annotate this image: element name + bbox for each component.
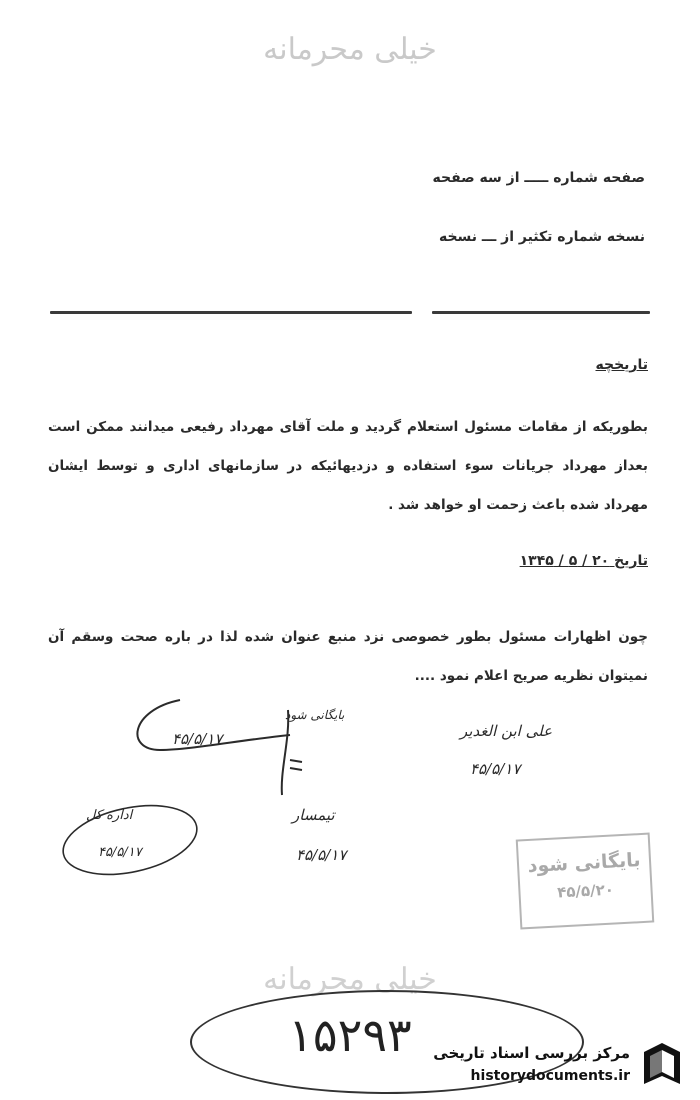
signature-date-5: ۴۵/۵/۱۷ bbox=[296, 846, 347, 864]
signature-name-5: تیمسار bbox=[292, 806, 335, 824]
separator-line-right bbox=[432, 311, 650, 314]
watermark-url: historydocuments.ir bbox=[470, 1068, 630, 1084]
signature-date-1: ۴۵/۵/۱۷ bbox=[172, 730, 223, 748]
archive-stamp-date: ۴۵/۵/۲۰ bbox=[556, 880, 615, 902]
classification-stamp-top: خیلی محرمانه bbox=[263, 32, 437, 67]
separator-line-left bbox=[50, 311, 412, 314]
signature-date-3: ۴۵/۵/۱۷ bbox=[470, 760, 521, 778]
signature-name-4: اداره کل bbox=[86, 808, 133, 823]
signature-date-4: ۴۵/۵/۱۷ bbox=[98, 845, 142, 860]
copy-number-line: نسخه شماره تکثیر از ـــ نسخه bbox=[438, 229, 645, 245]
signature-name-3: علی ابن الغدیر bbox=[460, 722, 553, 740]
book-logo-icon bbox=[640, 1040, 684, 1090]
classification-stamp-bottom: خیلی محرمانه bbox=[263, 962, 437, 997]
archive-stamp bbox=[516, 833, 655, 930]
date-heading: تاریخ ۲۰ / ۵ / ۱۳۴۵ bbox=[519, 553, 648, 569]
signature-scribble-4 bbox=[60, 790, 210, 880]
body-paragraph: بطوریکه از مقامات مسئول استعلام گردید و ملت آقای مهرداد رفیعی میدانند ممکن است بعداز مهرداد جریانات سوء استفاده و دزدیهائیکه در سازمانهای اداری و توسط ایشان مهرداد شده باعث زحمت او خواهد شد . bbox=[48, 419, 648, 513]
page-number-line: صفحه شماره ـــــ از سه صفحه bbox=[432, 170, 645, 186]
watermark-persian: مرکز بررسی اسناد تاریخی bbox=[433, 1044, 630, 1062]
registration-number: ۱۵۲۹۳ bbox=[288, 1008, 412, 1062]
signature-note-2: بایگانی شود bbox=[285, 708, 345, 722]
archive-stamp-text: بایگانی شود bbox=[527, 849, 642, 877]
second-paragraph: چون اظهارات مسئول بطور خصوصی نزد منبع عنوان شده لذا در باره صحت وسقم آن نمیتوان نظریه صریح اعلام نمود .... bbox=[48, 629, 648, 684]
subject-label: تاریخچه bbox=[595, 357, 648, 373]
